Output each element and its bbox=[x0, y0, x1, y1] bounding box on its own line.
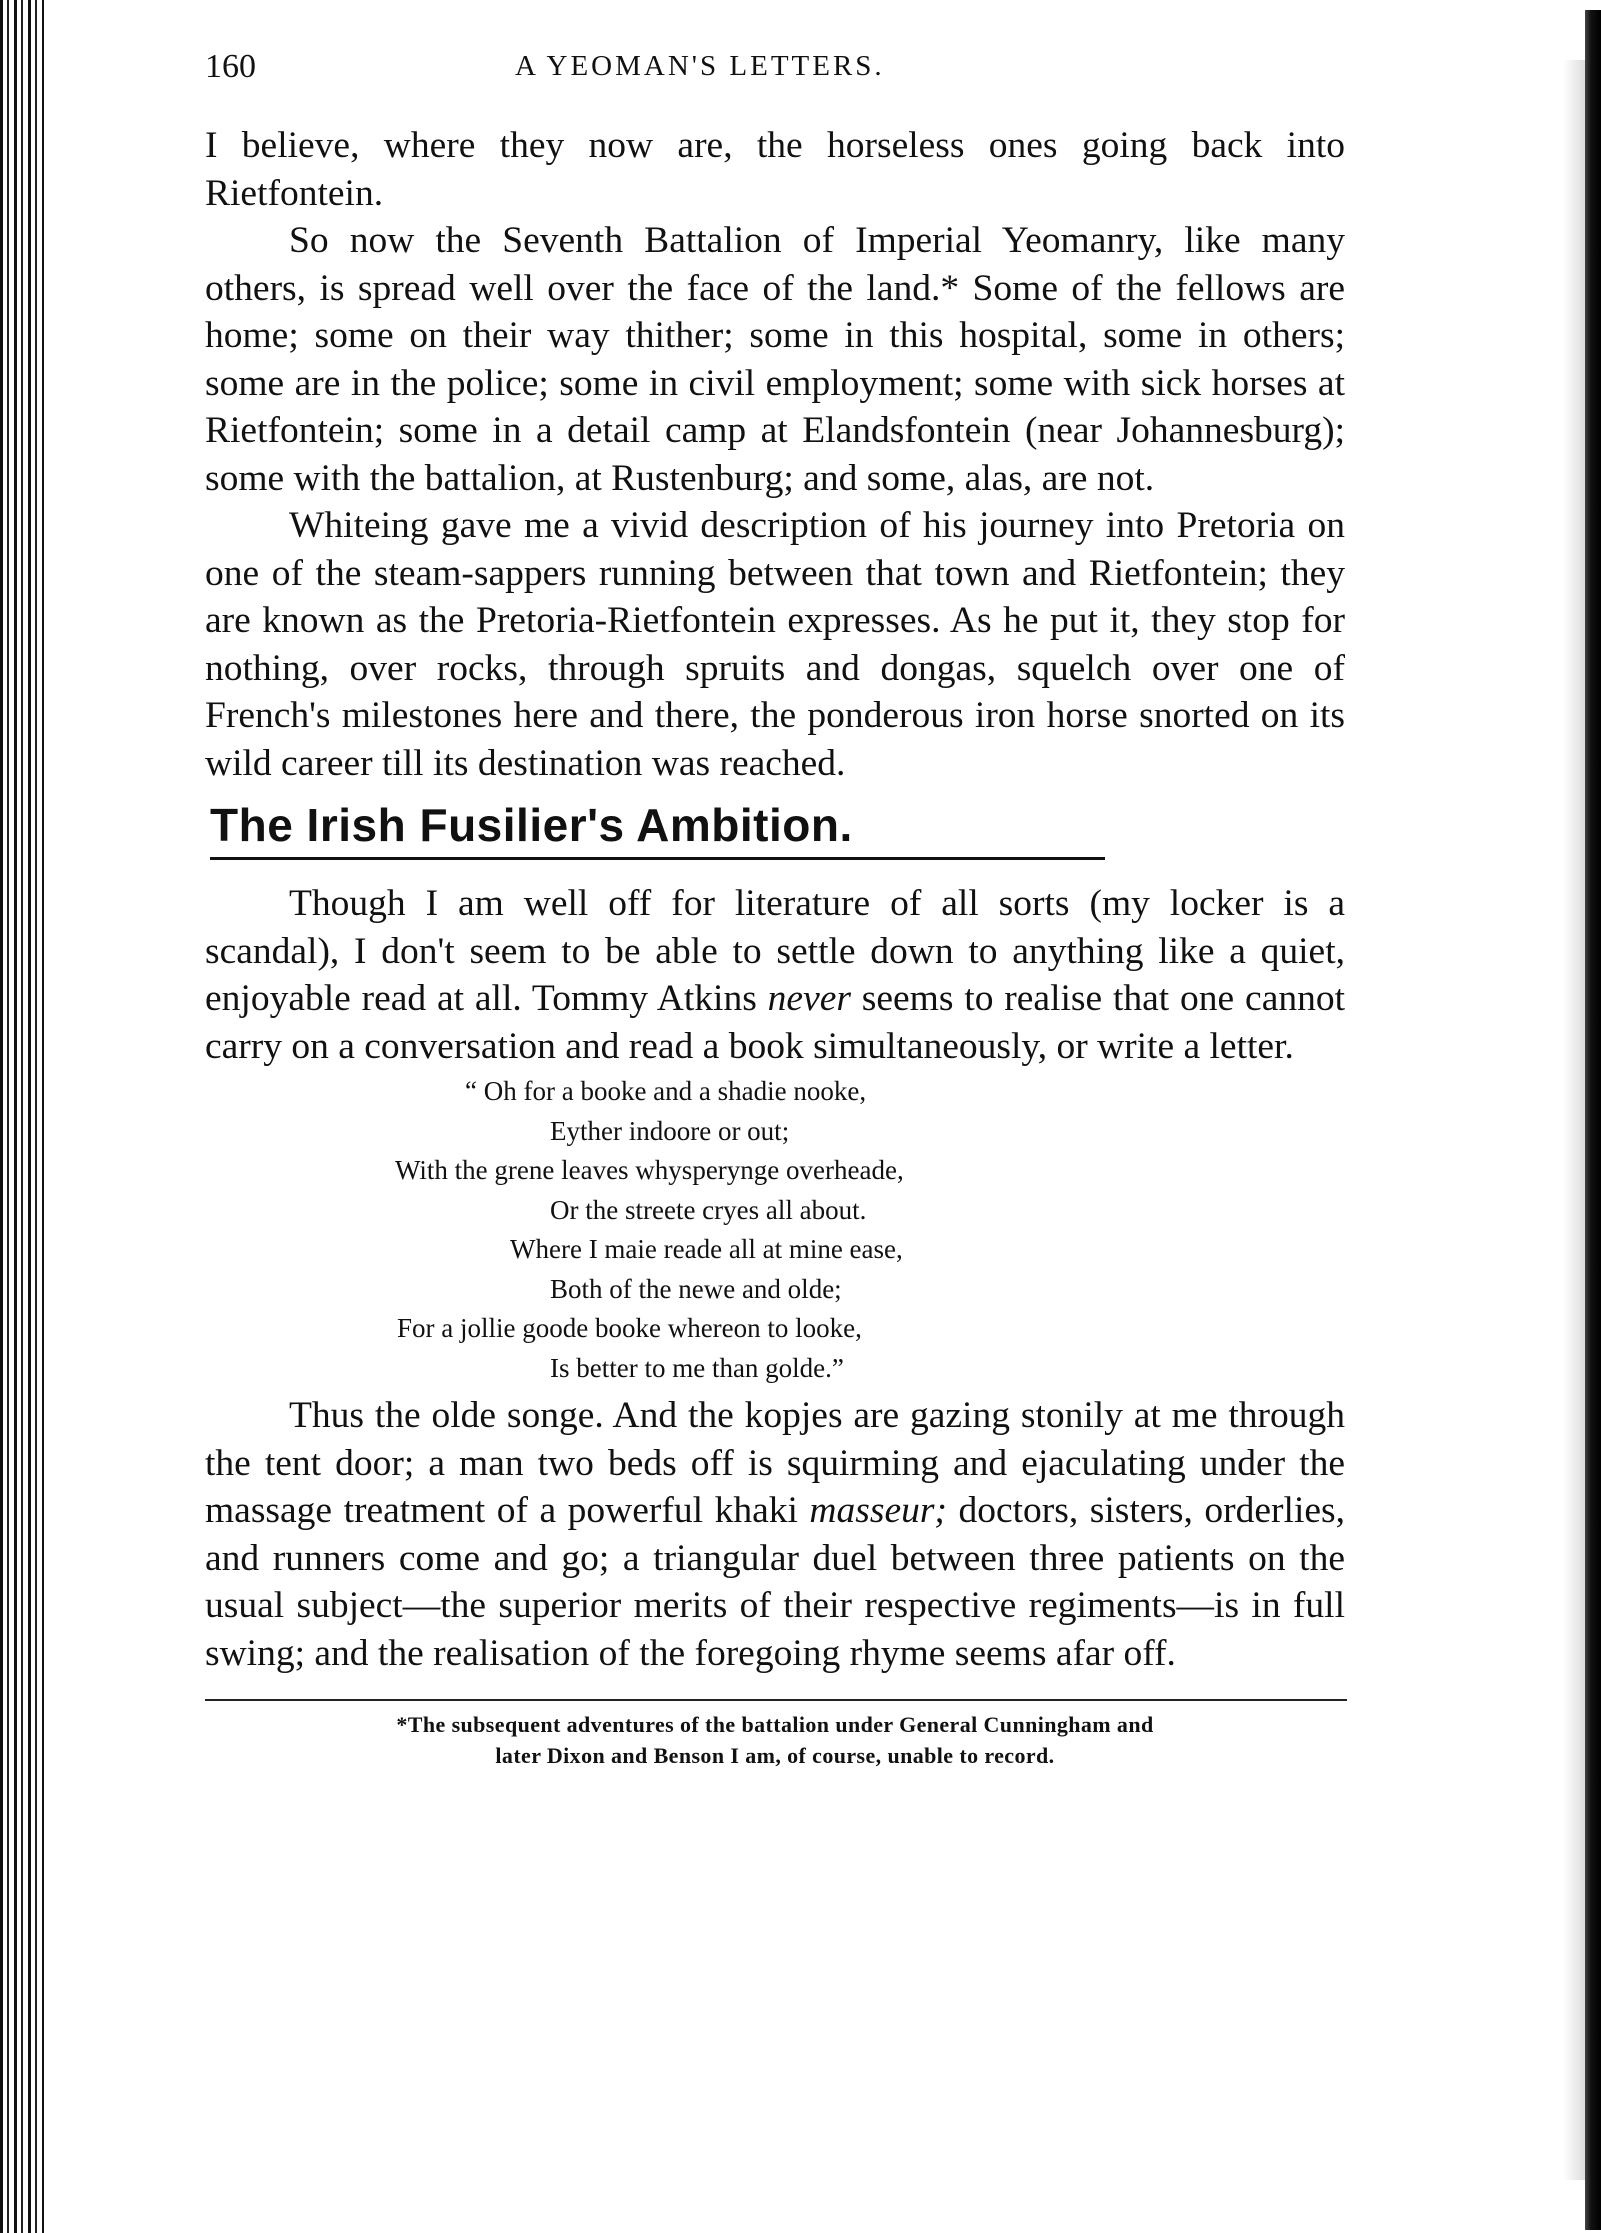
section-paragraph-2 bbox=[205, 1392, 1345, 1677]
poem-line: Eyther indoore or out; bbox=[550, 1115, 790, 1146]
scan-right-edge bbox=[1585, 10, 1601, 2230]
poem-line: With the grene leaves whysperynge overheade, bbox=[395, 1155, 904, 1185]
section-paragraph-2-text-a: Thus the olde songe. And the kopjes are gazing stonily at me through the tent door; a man two beds off is squirming and ejaculating under the massage treatment of a powerful khaki bbox=[205, 1395, 1345, 1531]
paragraph-1: I believe, where they now are, the horseless ones going back into Rietfontein. bbox=[205, 125, 1345, 214]
scan-left-edge bbox=[0, 0, 44, 2233]
section-paragraph-1-italic: never bbox=[767, 978, 851, 1019]
poem-line: Where I maie reade all at mine ease, bbox=[510, 1234, 903, 1264]
poem-line: For a jollie goode booke whereon to looke, bbox=[397, 1313, 862, 1343]
poem-line: Or the streete cryes all about. bbox=[550, 1194, 867, 1225]
section-paragraph-1-text-a: Though I am well off for literature of all sorts (my locker is a scandal), I don't seem to be able to settle down to anything like a quiet, enjoyable read at all. Tommy Atkins bbox=[205, 883, 1345, 1019]
paragraph-3: Whiteing gave me a vivid description of his journey into Pretoria on one of the steam-sappers running between that town and Rietfontein; they are known as the Pretoria-Rietfontein expresses. As he put it, they stop for nothing, over rocks, through spruits and dongas, squelch over one of French's milestones here and there, the ponderous iron horse snorted on its wild career till its destination was reached. bbox=[205, 505, 1345, 784]
paragraph-2: So now the Seventh Battalion of Imperial Yeomanry, like many others, is spread well over the face of the land.* Some of the fellows are home; some on their way thither; some in this hospital, some in others; some are in the police; some in civil employment; some with sick horses at Rietfontein; some in a detail camp at Elandsfontein (near Johannesburg); some with the battalion, at Rustenburg; and some, alas, are not. bbox=[205, 220, 1345, 499]
running-head bbox=[205, 40, 1345, 100]
scan-right-shadow bbox=[1563, 60, 1585, 2180]
running-title: A YEOMAN'S LETTERS. bbox=[515, 50, 885, 82]
footnote-rule bbox=[205, 1699, 1347, 1701]
footnote bbox=[205, 1709, 1345, 1771]
poem-line: Both of the newe and olde; bbox=[550, 1273, 842, 1304]
section-paragraph-2-text-b: doctors, sisters, orderlies, and runners come and go; a triangular duel between three patients on the usual subject—the superior merits of their respective regiments—is in full swing; and the realisation of the foregoing rhyme seems afar off. bbox=[205, 1490, 1345, 1674]
poem-line: Is better to me than golde.” bbox=[550, 1352, 844, 1383]
section-heading: The Irish Fusilier's Ambition. bbox=[210, 795, 1105, 860]
footnote-line-1: *The subsequent adventures of the battalion under General Cunningham and bbox=[396, 1712, 1154, 1737]
poem-line: “ Oh for a booke and a shadie nooke, bbox=[465, 1076, 867, 1106]
section-paragraph-1 bbox=[205, 880, 1345, 1070]
poem bbox=[205, 1072, 1345, 1388]
section-paragraph-1-text-b: seems to realise that one cannot carry on a conversation and read a book simultaneously, or write a letter. bbox=[205, 978, 1346, 1067]
footnote-line-2: later Dixon and Benson I am, of course, unable to record. bbox=[495, 1743, 1055, 1768]
section-paragraph-2-italic: masseur; bbox=[809, 1490, 947, 1531]
page-number: 160 bbox=[205, 48, 256, 85]
book-page bbox=[205, 40, 1345, 1771]
